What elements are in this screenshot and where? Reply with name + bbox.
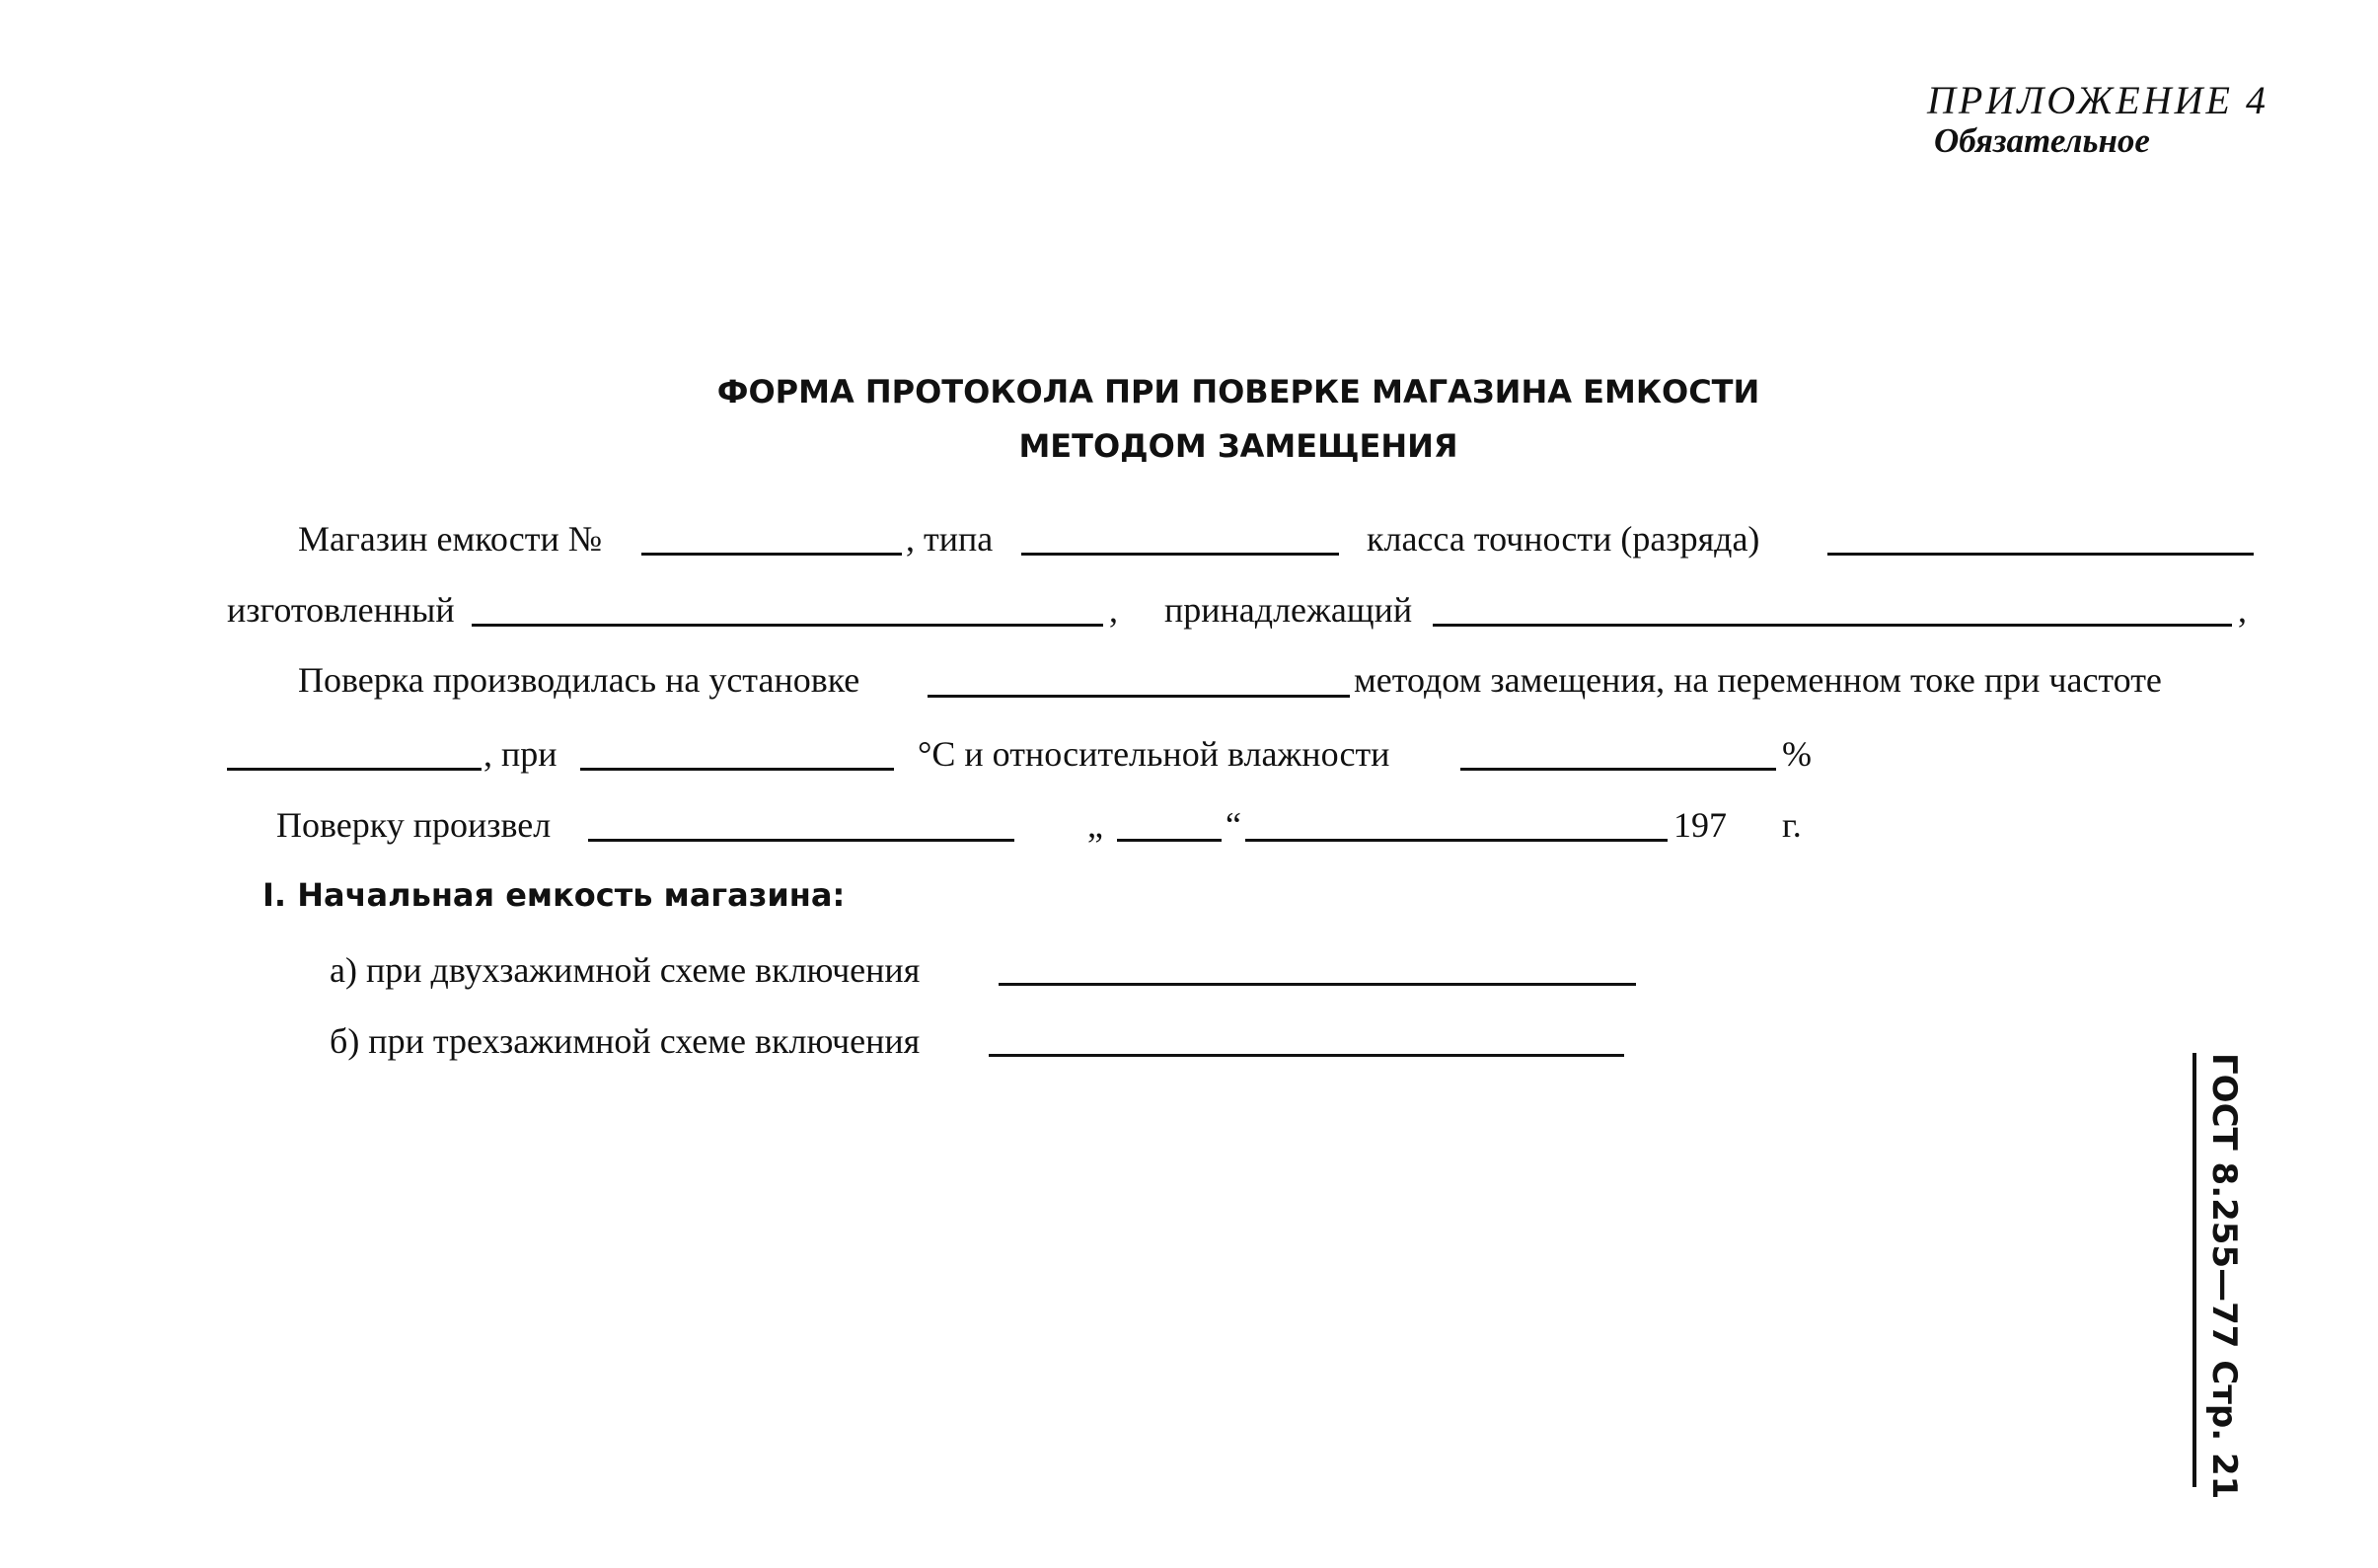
close-quote: “	[1226, 805, 1241, 845]
manufactured-field[interactable]	[472, 624, 1103, 627]
type-field[interactable]	[1021, 553, 1339, 556]
humidity-field[interactable]	[1460, 768, 1776, 771]
performed-by-field[interactable]	[588, 839, 1014, 842]
side-divider	[2192, 1053, 2196, 1487]
gost-page-reference: ГОСТ 8.255—77 Стр. 21	[2204, 1053, 2244, 1500]
manufactured-label: изготовленный	[227, 590, 455, 630]
document-title-line-2: МЕТОДОМ ЗАМЕЩЕНИЯ	[1018, 427, 1458, 465]
humidity-label: °C и относительной влажности	[918, 734, 1390, 774]
item-a-field[interactable]	[999, 983, 1636, 986]
store-number-field[interactable]	[641, 553, 902, 556]
year-prefix: 197	[1673, 805, 1727, 845]
accuracy-class-label: класса точности (разряда)	[1367, 519, 1760, 559]
row2-comma: ,	[1109, 590, 1118, 630]
section-1-heading: I. Начальная емкость магазина:	[262, 876, 846, 914]
item-b-field[interactable]	[989, 1054, 1624, 1057]
installation-field[interactable]	[928, 695, 1350, 698]
owned-by-label: принадлежащий	[1164, 590, 1413, 630]
day-field[interactable]	[1117, 839, 1222, 842]
percent-sign: %	[1782, 734, 1812, 774]
installation-label: Поверка производилась на установке	[298, 660, 860, 700]
at-label: , при	[483, 734, 557, 774]
method-label: методом замещения, на переменном токе при частоте	[1354, 660, 2162, 700]
appendix-subtitle: Обязательное	[1934, 121, 2150, 160]
month-field[interactable]	[1245, 839, 1668, 842]
accuracy-class-field[interactable]	[1827, 553, 2254, 556]
item-a-label: а) при двухзажимной схеме включения	[330, 950, 921, 990]
side-page-label	[2192, 1053, 2248, 1500]
owned-by-field[interactable]	[1433, 624, 2232, 627]
type-label: , типа	[906, 519, 994, 559]
frequency-field[interactable]	[227, 768, 482, 771]
row2-trailing-comma: ,	[2238, 590, 2247, 630]
performed-by-label: Поверку произвел	[276, 805, 552, 845]
appendix-title: ПРИЛОЖЕНИЕ 4	[1927, 78, 2268, 122]
open-quote: „	[1087, 805, 1103, 845]
year-suffix: г.	[1782, 805, 1802, 845]
item-b-label: б) при трехзажимной схеме включения	[330, 1021, 921, 1061]
store-number-label: Магазин емкости №	[298, 519, 603, 559]
document-title-line-1: ФОРМА ПРОТОКОЛА ПРИ ПОВЕРКЕ МАГАЗИНА ЕМКОСТИ	[716, 373, 1760, 411]
temperature-field[interactable]	[580, 768, 894, 771]
